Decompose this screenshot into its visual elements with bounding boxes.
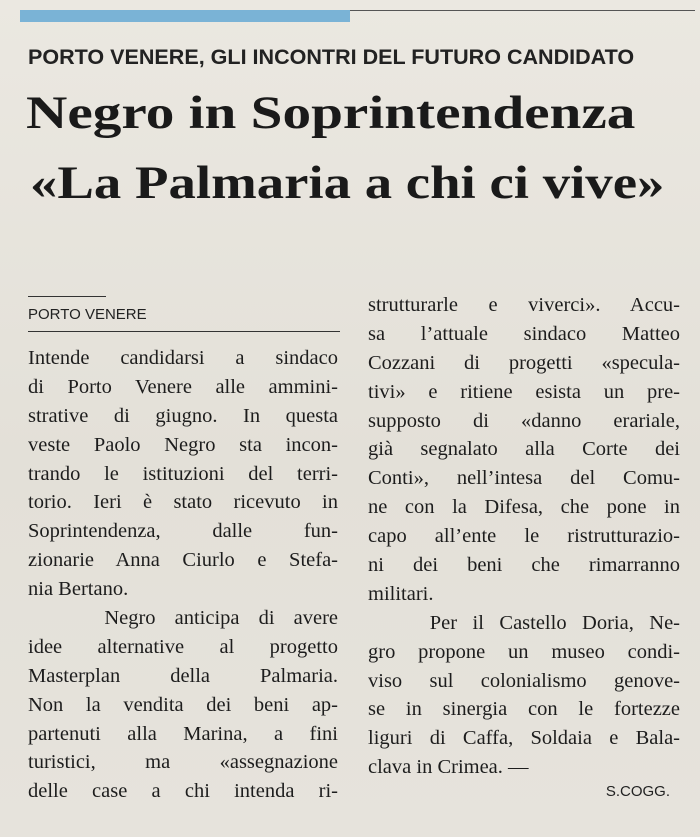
- body-text-line: Per il Castello Doria, Ne-: [368, 611, 680, 634]
- body-text-line: tivi» e ritiene esista un pre-: [368, 380, 680, 403]
- body-text-line: torio. Ieri è stato ricevuto in: [28, 491, 338, 514]
- body-text-line: strative di giugno. In questa: [28, 404, 338, 427]
- body-text-line: gro propone un museo condi-: [368, 640, 680, 663]
- dateline: PORTO VENERE: [28, 306, 147, 323]
- body-text-line: Masterplan della Palmaria.: [28, 664, 338, 687]
- body-text-line: trando le istituzioni del terri-: [28, 462, 338, 485]
- body-text-line: liguri di Caffa, Soldaia e Bala-: [368, 727, 680, 750]
- body-text-line: se in sinergia con le fortezze: [368, 698, 680, 721]
- body-text-line: Soprintendenza, dalle fun-: [28, 520, 338, 543]
- body-text-line: ne con la Difesa, che pone in: [368, 496, 680, 519]
- author-signature: S.COGG.: [605, 783, 670, 800]
- body-text-line: partenuti alla Marina, a fini: [28, 722, 338, 745]
- headline-line-1: Negro in Soprintendenza: [26, 87, 636, 139]
- body-text-line: clava in Crimea. —: [368, 756, 529, 779]
- body-text-line: Conti», nell’intesa del Comu-: [368, 467, 680, 490]
- dateline-rule-bottom: [28, 331, 340, 332]
- body-text-line: di Porto Venere alle ammini-: [28, 375, 338, 398]
- body-text-line: Non la vendita dei beni ap-: [28, 693, 338, 716]
- body-text-line: supposto di «danno erariale,: [368, 409, 680, 432]
- body-text-line: veste Paolo Negro sta incon-: [28, 433, 338, 456]
- body-text-line: zionarie Anna Ciurlo e Stefa-: [28, 549, 338, 572]
- body-text-line: capo all’ente le ristrutturazio-: [368, 525, 680, 548]
- article-kicker: PORTO VENERE, GLI INCONTRI DEL FUTURO CANDIDATO: [28, 46, 635, 69]
- body-text-line: sa l’attuale sindaco Matteo: [368, 322, 680, 345]
- body-text-line: già segnalato alla Corte dei: [368, 438, 680, 461]
- body-text-line: delle case a chi intenda ri-: [28, 780, 338, 803]
- body-text-line: turistici, ma «assegnazione: [28, 751, 338, 774]
- headline-line-2: «La Palmaria a chi ci vive»: [30, 157, 665, 209]
- body-text-line: nia Bertano.: [28, 578, 129, 601]
- top-rule: [350, 10, 695, 11]
- body-text-line: Cozzani di progetti «specula-: [368, 351, 680, 374]
- section-color-bar: [20, 10, 350, 22]
- body-column-right: [368, 291, 680, 782]
- body-text-line: Intende candidarsi a sindaco: [28, 347, 338, 369]
- body-column-left: [28, 344, 338, 806]
- body-text-line: Negro anticipa di avere: [28, 607, 338, 630]
- dateline-rule-top: [28, 296, 106, 297]
- body-text-line: ni dei beni che rimarranno: [368, 554, 680, 577]
- body-text-line: idee alternative al progetto: [28, 635, 338, 658]
- body-text-line: militari.: [368, 582, 434, 605]
- body-text-line: strutturarle e viverci». Accu-: [368, 294, 680, 316]
- body-text-line: viso sul colonialismo genove-: [368, 669, 680, 692]
